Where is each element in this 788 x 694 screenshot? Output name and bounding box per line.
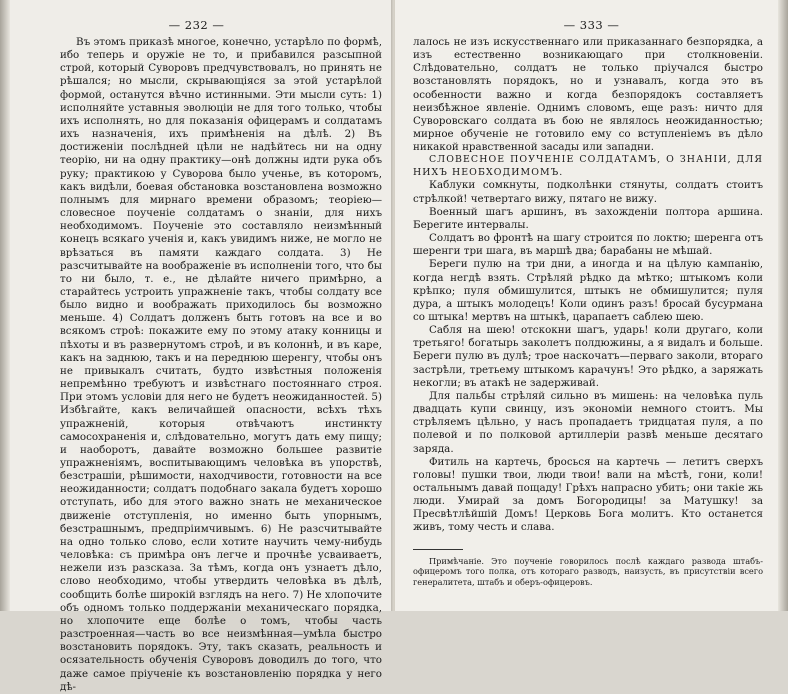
- paragraph: Каблуки сомкнуты, подколѣнки стянуты, солдатъ стоитъ стрѣлкой! четвертаго вижу, пятаго не вижу.: [413, 179, 763, 205]
- paragraph: Для пальбы стрѣляй сильно въ мишень: на человѣка пуль двадцать купи свинцу, изъ экономіи немного стоитъ. Мы стрѣляемъ цѣльно, у насъ пропадаетъ тридцатая пуля, а по полевой и по полковой артиллеріи развѣ меньше десятаго заряда.: [413, 389, 763, 455]
- left-page: [0, 0, 393, 693]
- paragraph: Фитиль на картечь, бросься на картечь — летитъ сверхъ головы! пушки твои, люди твои! вали на мѣстѣ, гони, коли! остальнымъ давай пощаду! Грѣхъ напрасно убить; они такіе жь люди. Умирай за домъ Богородицы! за Матушку! за Пресвѣтлѣйшій Домъ! Церковь Бога молитъ. Кто останется живъ, тому честь и слава.: [413, 455, 763, 534]
- right-page: [395, 0, 788, 611]
- continuation-paragraph: лалось не изъ искусственнаго или приказаннаго безпорядка, а изъ естественно возникающаго при столкновеніи. Слѣдовательно, солдатъ не только пріучался быстро возстановлять порядокъ, но и узнавалъ, когда это въ особенности важно и когда безпорядокъ составляетъ неизбѣжное явленіе. Однимъ словомъ, еще разъ: ничто для Суворовскаго солдата въ бою не являлось неожиданностью; мирное обученіе не готовило ему со вступленіемъ въ дѣло никакой нравственной засады или западни.: [413, 36, 763, 154]
- paragraph: Солдатъ во фронтѣ на шагу строится по локтю; шеренга отъ шеренги три шага, въ маршѣ два; барабаны не мѣшай.: [413, 232, 763, 258]
- page-number-right: — 333 —: [563, 18, 620, 32]
- paragraph: Сабля на шею! отскокни шагъ, ударь! коли другаго, коли третьяго! богатырь заколетъ полдюжины, а я видалъ и больше. Береги пулю въ дулѣ; трое наскочатъ—перваго заколи, втораго застрѣли, третьему штыкомъ карачунъ! Это рѣдко, а заряжать некогли; въ атакѣ не задерживай.: [413, 324, 763, 389]
- page-edge-right: [778, 0, 788, 611]
- page-number-left: — 232 —: [168, 18, 225, 32]
- left-page-body: [60, 36, 382, 694]
- paragraph: Военный шагъ аршинъ, въ захожденіи полтора аршина. Берегите интервалы.: [413, 205, 763, 231]
- right-page-body: [413, 36, 763, 587]
- footnote-rule: [413, 549, 463, 550]
- paragraph: Въ этомъ приказѣ многое, конечно, устарѣло по формѣ, ибо теперь и оружіе не то, и прибавился разсыпной строй, который Суворовъ предчувствовалъ, но принять не рѣшался; но мысли, скрывающіяся за этой устарѣлой формой, останутся вѣчно истинными. Эти мысли суть: 1) исполняйте уставныя эволюціи не для того только, чтобы ихъ исполнять, но для показанія офицерамъ и солдатамъ ихъ назначенія, ихъ примѣненія на дѣлѣ. 2) Въ достиженіи послѣдней цѣли не надѣйтесь ни на одну теорію, ни на одну практику—онѣ должны идти рука объ руку; практикою у Суворова было ученье, въ которомъ, какъ видѣли, боевая обстановка возстановлена возможно полнымъ для мирнаго времени образомъ; теоріею—словесное поученіе солдатамъ о знаніи, для нихъ необходимомъ. Поученіе это составляло неизмѣнный конецъ всякаго ученія и, какъ увидимъ ниже, не могло не врѣзаться въ памяти каждаго солдата. 3) Не разсчитывайте на воображеніе въ исполненіи того, что бы то ни было, т. е., не дѣлайте ничего примѣрно, а старайтесь устроить упражненіе такъ, чтобы солдату все было видно и воображать приходилось бы возможно меньше. 4) Солдатъ долженъ быть готовъ на все и во всякомъ строѣ: покажите ему по этому атаку конницы и пѣхоты и въ развернутомъ строѣ, и въ колоннѣ, и въ каре, какъ на заднюю, такъ и на переднюю шеренгу, чтобы онъ не привыкалъ считать, будто извѣстныя положенія непремѣнно требуютъ и извѣстнаго постояннаго строя. При этомъ условіи для него не будетъ неожиданностей. 5) Избѣгайте, какъ величайшей опасности, всѣхъ тѣхъ упражненій, которыя отвѣчаютъ инстинкту самосохраненія и, слѣдовательно, могутъ дать ему пищу; и наоборотъ, давайте возможно большее развитіе упражненіямъ, воспитывающимъ человѣка въ упорствѣ, безстрашіи, рѣшимости, находчивости, готовности на все неожиданности; солдатъ подобнаго закала будетъ хорошо отступать, ибо для этого важно знать не механическое движеніе отступленія, но именно быть упорнымъ, безстрашнымъ, предпріимчивымъ. 6) Не разсчитывайте на одно только слово, если хотите научить чему-нибудь человѣка: съ примѣра онъ легче и прочнѣе усваиваетъ, нежели изъ разсказа. За тѣмъ, когда онъ узнаетъ дѣло, слово необходимо, чтобы утвердить человѣка въ дѣлѣ, сообщить болѣе широкій взглядъ на него. 7) Не хлопочите объ одномъ только поддержаніи механическаго порядка, но хлопочите еще болѣе о томъ, чтобы часть разстроенная—часть во все неизмѣнная—умѣла быстро возстановить порядокъ. Эту, такъ сказать, реальность и осязательность обученія Суворовъ доводилъ до того, что даже самое пріученіе къ возстановленію порядка у него дѣ-: [60, 36, 382, 693]
- page-edge-left: [0, 0, 10, 611]
- footnote: Примѣчаніе. Это поученіе говорилось послѣ каждаго развода штабъ-офицеромъ того полка, отъ котораго разводъ, наизусть, въ присутствіи всего генералитета, штабъ и оберъ-офицеровъ.: [413, 555, 763, 587]
- section-heading: СЛОВЕСНОЕ ПОУЧЕНІЕ СОЛДАТАМЪ, О ЗНАНІИ, ДЛЯ НИХЪ НЕОБХОДИМОМЪ.: [413, 154, 763, 178]
- paragraph: Береги пулю на три дни, а иногда и на цѣлую кампанію, когда негдѣ взять. Стрѣляй рѣдко да мѣтко; штыкомъ коли крѣпко; пуля обмишулится, штыкъ не обмишулится; пуля дура, а штыкъ молодецъ! Коли одинъ разъ! бросай бусурмана со штыка! мертвъ на штыкѣ, царапаетъ саблею шею.: [413, 258, 763, 323]
